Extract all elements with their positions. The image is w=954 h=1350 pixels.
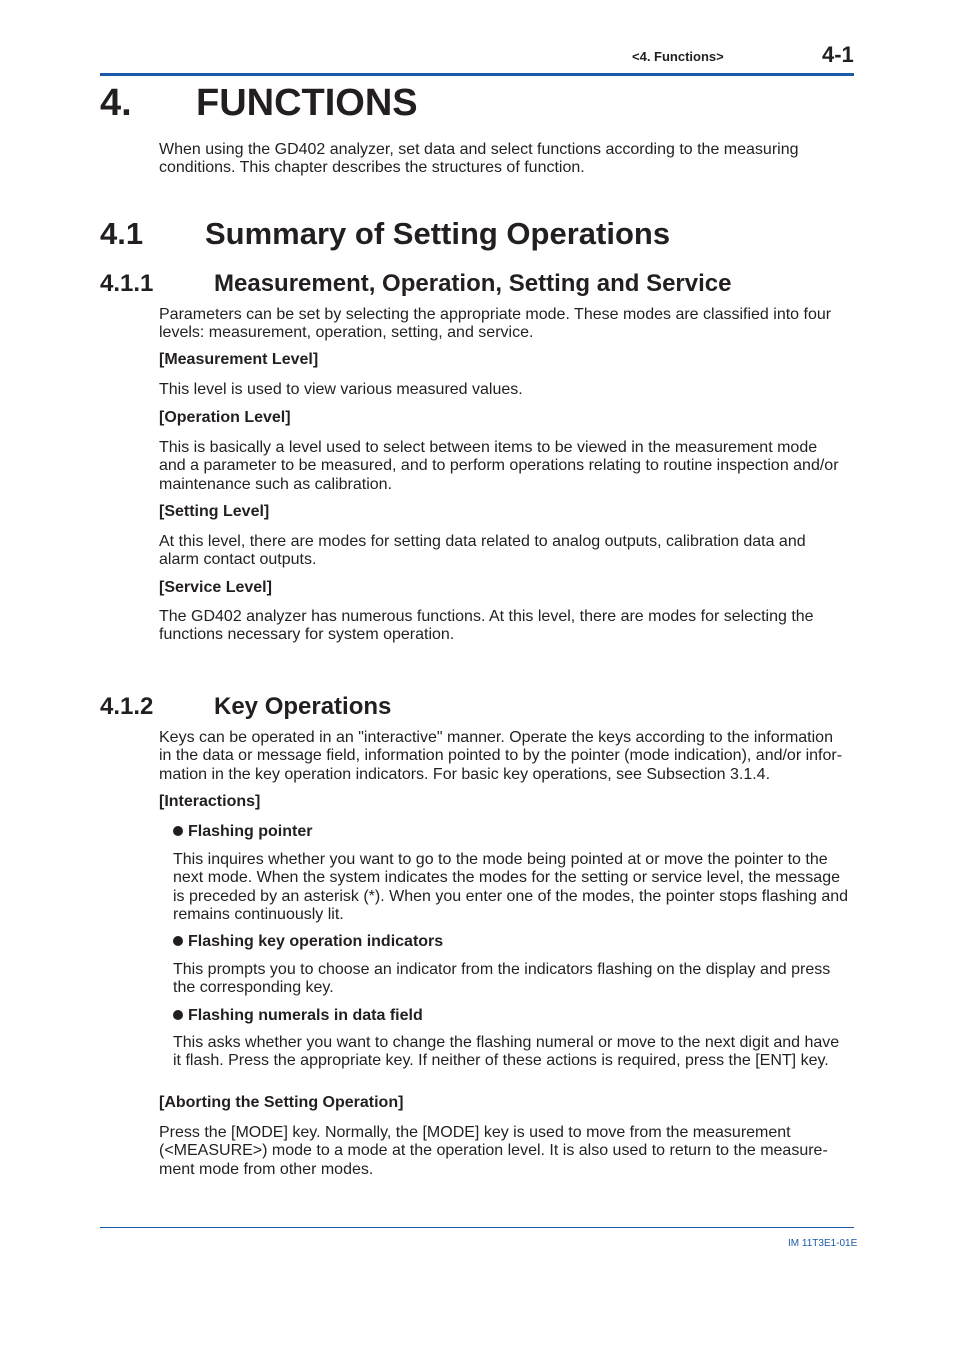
footer-rule [100, 1227, 854, 1228]
bullet-title: Flashing pointer [188, 823, 313, 840]
bullet-text [173, 851, 859, 924]
text-line: Press the [MODE] key. Normally, the [MODE] key is used to move from the measurement [159, 1124, 791, 1141]
subsection-title: Key Operations [214, 693, 392, 720]
text-line: mation in the key operation indicators. For basic key operations, see Subsection 3.1.4. [159, 765, 771, 783]
bullet-item [173, 823, 312, 841]
bullet-icon [173, 826, 183, 836]
header-rule [100, 73, 854, 76]
subsection-intro [159, 729, 859, 784]
section-title: Summary of Setting Operations [205, 216, 671, 251]
subsection-number: 4.1.2 [100, 693, 154, 720]
text-line: and a parameter to be measured, and to perform operations relating to routine inspection and/or [159, 457, 839, 475]
interactions-label: [Interactions] [159, 793, 261, 810]
text-line: Parameters can be set by selecting the appropriate mode. These modes are classified into four [159, 306, 832, 323]
text-line: maintenance such as calibration. [159, 475, 393, 493]
text-line: This asks whether you want to change the flashing numeral or move to the next digit and have [173, 1034, 840, 1051]
service-level-text [159, 608, 859, 645]
subsection-title: Measurement, Operation, Setting and Service [214, 270, 732, 297]
bullet-icon [173, 1010, 183, 1020]
setting-level-label: [Setting Level] [159, 503, 270, 520]
text-line: functions necessary for system operation. [159, 626, 455, 644]
text-line: remains continuously lit. [173, 905, 344, 923]
text-line: ment mode from other modes. [159, 1160, 374, 1178]
text-line: This level is used to view various measured values. [159, 381, 523, 398]
text-line: in the data or message field, information pointed to by the pointer (mode indication), and/or infor- [159, 747, 843, 765]
document-id: IM 11T3E1-01E [788, 1238, 858, 1249]
text-line: is preceded by an asterisk (*). When you enter one of the modes, the pointer stops flashing and [173, 887, 849, 905]
operation-level-text [159, 439, 859, 494]
text-line: The GD402 analyzer has numerous functions. At this level, there are modes for selecting the [159, 608, 814, 625]
bullet-item [173, 933, 443, 951]
chapter-intro [159, 141, 859, 178]
aborting-label: [Aborting the Setting Operation] [159, 1094, 404, 1111]
measurement-level-label: [Measurement Level] [159, 351, 319, 368]
text-line: conditions. This chapter describes the structures of function. [159, 159, 585, 177]
bullet-title: Flashing key operation indicators [188, 933, 444, 950]
chapter-title: FUNCTIONS [196, 82, 418, 124]
bullet-icon [173, 936, 183, 946]
service-level-label: [Service Level] [159, 579, 272, 596]
operation-level-label: [Operation Level] [159, 409, 291, 426]
bullet-item [173, 1007, 423, 1025]
text-line: Keys can be operated in an "interactive" manner. Operate the keys according to the information [159, 729, 833, 746]
subsection-number: 4.1.1 [100, 270, 154, 297]
setting-level-text [159, 533, 859, 570]
text-line: When using the GD402 analyzer, set data and select functions according to the measuring [159, 141, 799, 158]
text-line: This is basically a level used to select between items to be viewed in the measurement mode [159, 439, 818, 456]
bullet-text [173, 1034, 859, 1071]
text-line: (<MEASURE>) mode to a mode at the operation level. It is also used to return to the measure- [159, 1142, 828, 1160]
text-line: At this level, there are modes for setting data related to analog outputs, calibration data and [159, 533, 806, 550]
text-line: This inquires whether you want to go to the mode being pointed at or move the pointer to the [173, 851, 828, 868]
bullet-title: Flashing numerals in data field [188, 1007, 423, 1024]
subsection-intro [159, 306, 859, 343]
section-number: 4.1 [100, 216, 144, 251]
text-line: alarm contact outputs. [159, 551, 317, 569]
bullet-text [173, 961, 859, 998]
measurement-level-text [159, 381, 859, 399]
page-number: 4-1 [822, 42, 854, 67]
text-line: levels: measurement, operation, setting, and service. [159, 324, 534, 342]
text-line: it flash. Press the appropriate key. If neither of these actions is required, press the [ENT] key. [173, 1052, 829, 1070]
text-line: next mode. When the system indicates the modes for the setting or service level, the message [173, 869, 840, 887]
chapter-number: 4. [100, 82, 132, 124]
text-line: This prompts you to choose an indicator from the indicators flashing on the display and press [173, 961, 831, 978]
text-line: the corresponding key. [173, 979, 334, 997]
aborting-text [159, 1124, 859, 1179]
running-header-section: <4. Functions> [632, 49, 724, 64]
